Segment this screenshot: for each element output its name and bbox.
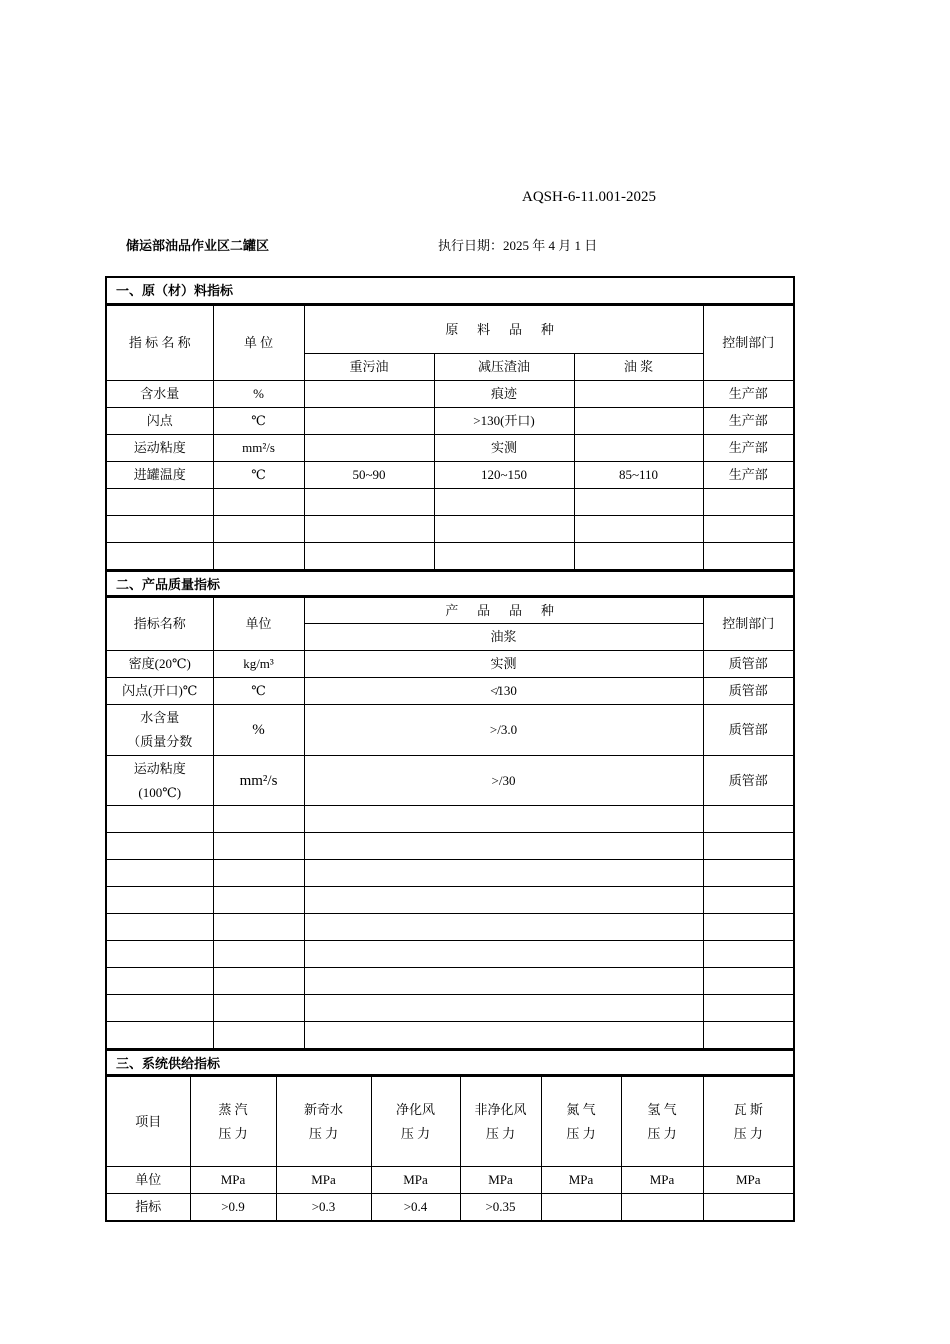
table-row	[107, 651, 793, 678]
col-header-name: 指标名称	[107, 598, 213, 651]
empty-row	[107, 833, 793, 860]
supply-unit: MPa	[190, 1167, 276, 1194]
row-value: >130(开口)	[434, 408, 574, 435]
empty-row	[107, 914, 793, 941]
row-value: 实测	[434, 435, 574, 462]
row-value: 实测	[304, 651, 703, 678]
value-row	[107, 1194, 793, 1221]
empty-row	[107, 1022, 793, 1049]
row-unit: %	[213, 705, 304, 756]
indicator-form	[105, 276, 795, 1222]
row-name: 闪点(开口)℃	[107, 678, 213, 705]
empty-row	[107, 968, 793, 995]
row-value	[574, 381, 703, 408]
row-dept: 质管部	[703, 678, 793, 705]
row-dept: 质管部	[703, 705, 793, 756]
row-name: 进罐温度	[107, 462, 213, 489]
col-header-dept: 控制部门	[703, 306, 793, 381]
row-label: 指标	[107, 1194, 190, 1221]
supply-unit: MPa	[541, 1167, 621, 1194]
row-name: 运动粘度	[107, 435, 213, 462]
row-unit: kg/m³	[213, 651, 304, 678]
row-dept: 质管部	[703, 651, 793, 678]
table-row	[107, 705, 793, 756]
col-header-unit: 单位	[213, 598, 304, 651]
row-name: 闪点	[107, 408, 213, 435]
supply-unit: MPa	[371, 1167, 460, 1194]
row-dept: 生产部	[703, 408, 793, 435]
col-header-product: 产 品 品 种	[304, 598, 703, 624]
row-value: 痕迹	[434, 381, 574, 408]
product-quality-table	[107, 597, 793, 1049]
product-name: 油浆	[304, 624, 703, 651]
material-name: 重污油	[304, 354, 434, 381]
empty-row	[107, 543, 793, 570]
row-dept: 生产部	[703, 462, 793, 489]
execution-date: 执行日期：2025 年 4 月 1 日	[438, 238, 598, 253]
empty-row	[107, 516, 793, 543]
row-unit: mm²/s	[213, 435, 304, 462]
empty-row	[107, 995, 793, 1022]
supply-item: 瓦 斯 压 力	[703, 1077, 793, 1167]
row-dept: 生产部	[703, 381, 793, 408]
row-name: 运动粘度 (100℃)	[107, 756, 213, 806]
row-unit: %	[213, 381, 304, 408]
row-value: 120~150	[434, 462, 574, 489]
col-header-item: 项目	[107, 1077, 190, 1167]
supply-item: 氢 气 压 力	[621, 1077, 703, 1167]
unit-row	[107, 1167, 793, 1194]
supply-value	[703, 1194, 793, 1221]
empty-row	[107, 489, 793, 516]
col-header-dept: 控制部门	[703, 598, 793, 651]
row-unit: mm²/s	[213, 756, 304, 806]
empty-row	[107, 941, 793, 968]
material-name: 油 浆	[574, 354, 703, 381]
row-value: 85~110	[574, 462, 703, 489]
section1-title: 一、原（材）料指标	[107, 278, 793, 305]
supply-value: >0.9	[190, 1194, 276, 1221]
table-row	[107, 756, 793, 806]
document-number: AQSH-6-11.001-2025	[522, 189, 657, 205]
row-label: 单位	[107, 1167, 190, 1194]
col-header-name: 指 标 名 称	[107, 306, 213, 381]
supply-item: 氮 气 压 力	[541, 1077, 621, 1167]
row-value	[304, 408, 434, 435]
col-header-unit: 单 位	[213, 306, 304, 381]
supply-item: 非净化风 压 力	[460, 1077, 541, 1167]
row-name: 密度(20℃)	[107, 651, 213, 678]
col-header-material: 原 料 品 种	[304, 306, 703, 354]
empty-row	[107, 806, 793, 833]
table-row	[107, 462, 793, 489]
supply-item: 净化风 压 力	[371, 1077, 460, 1167]
row-value: >/3.0	[304, 705, 703, 756]
supply-value: >0.3	[276, 1194, 371, 1221]
row-value: >/30	[304, 756, 703, 806]
row-value	[574, 408, 703, 435]
supply-value	[541, 1194, 621, 1221]
row-dept: 质管部	[703, 756, 793, 806]
section2-title: 二、产品质量指标	[107, 570, 793, 597]
empty-row	[107, 860, 793, 887]
row-value	[574, 435, 703, 462]
table-row	[107, 678, 793, 705]
table-row	[107, 381, 793, 408]
row-unit: ℃	[213, 678, 304, 705]
row-value: 50~90	[304, 462, 434, 489]
supply-unit: MPa	[276, 1167, 371, 1194]
system-supply-table	[107, 1076, 793, 1222]
supply-value	[621, 1194, 703, 1221]
row-name: 含水量	[107, 381, 213, 408]
supply-item: 蒸 汽 压 力	[190, 1077, 276, 1167]
row-unit: ℃	[213, 408, 304, 435]
section3-title: 三、系统供给指标	[107, 1049, 793, 1076]
row-value	[304, 435, 434, 462]
supply-item: 新奇水 压 力	[276, 1077, 371, 1167]
empty-row	[107, 887, 793, 914]
supply-value: >0.35	[460, 1194, 541, 1221]
table-row	[107, 435, 793, 462]
row-unit: ℃	[213, 462, 304, 489]
raw-material-table	[107, 305, 793, 570]
row-value: ≮130	[304, 678, 703, 705]
department-name: 储运部油品作业区二罐区	[126, 239, 270, 254]
supply-unit: MPa	[621, 1167, 703, 1194]
supply-unit: MPa	[460, 1167, 541, 1194]
row-name: 水含量 （质量分数	[107, 705, 213, 756]
supply-value: >0.4	[371, 1194, 460, 1221]
row-value	[304, 381, 434, 408]
supply-unit: MPa	[703, 1167, 793, 1194]
row-dept: 生产部	[703, 435, 793, 462]
table-row	[107, 408, 793, 435]
material-name: 减压渣油	[434, 354, 574, 381]
